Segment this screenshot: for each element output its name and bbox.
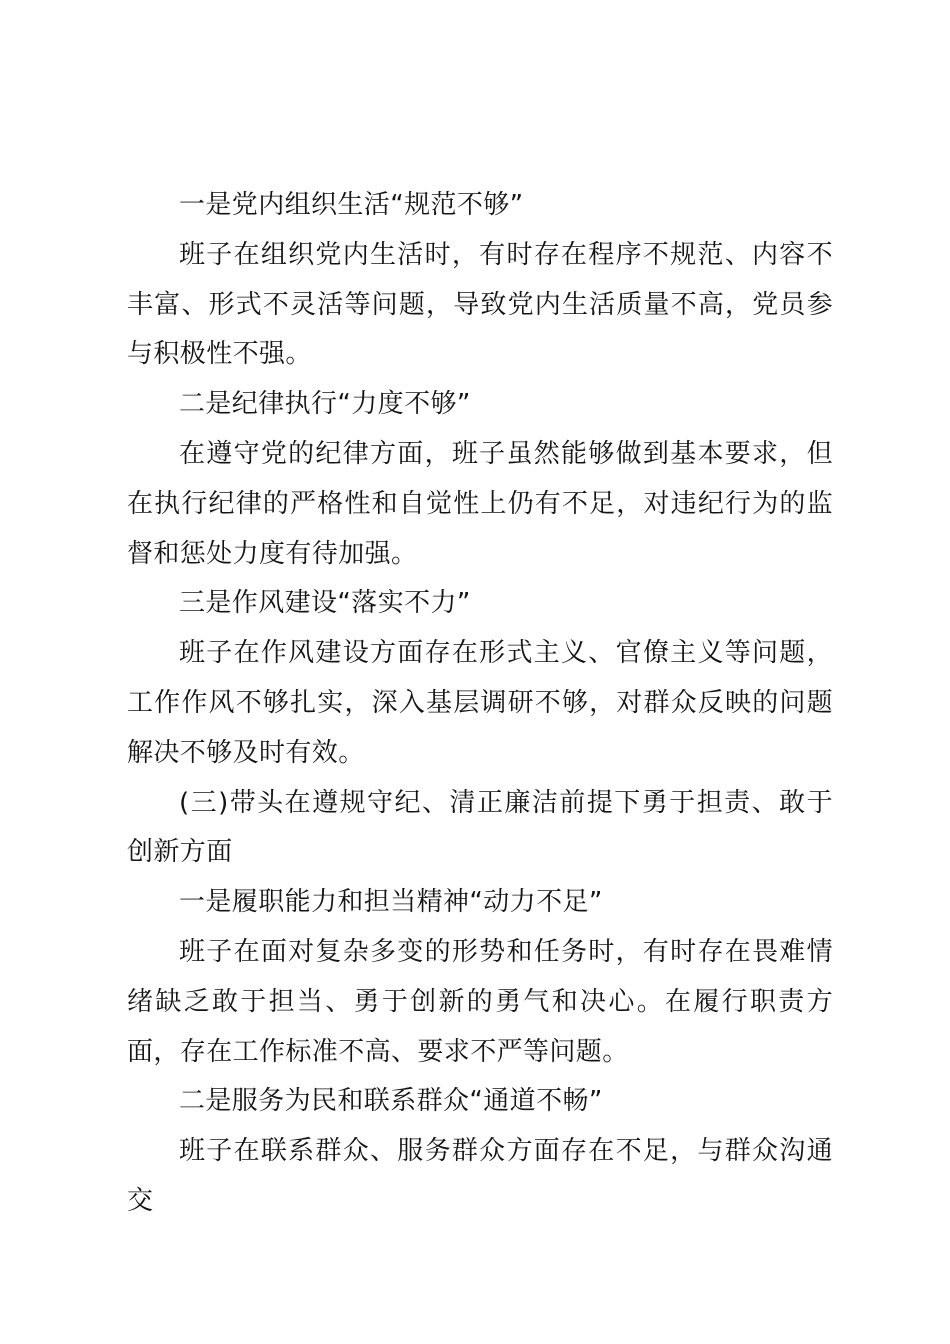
document-body xyxy=(127,181,833,1227)
body-paragraph-2: 在遵守党的纪律方面，班子虽然能够做到基本要求，但在执行纪律的严格性和自觉性上仍有不足，对违纪行为的监督和惩处力度有待加强。 xyxy=(127,438,833,569)
section-heading: (三)带头在遵规守纪、清正廉洁前提下勇于担责、敢于创新方面 xyxy=(127,787,833,868)
subheading-5: 二是服务为民和联系群众“通道不畅” xyxy=(179,1086,603,1117)
subheading-4: 一是履职能力和担当精神“动力不足” xyxy=(179,887,603,918)
subheading-2: 二是纪律执行“力度不够” xyxy=(179,389,471,420)
subheading-1: 一是党内组织生活“规范不够” xyxy=(179,190,524,220)
body-paragraph-3: 班子在作风建设方面存在形式主义、官僚主义等问题，工作作风不够扎实，深入基层调研不够，对群众反映的问题解决不够及时有效。 xyxy=(127,638,833,768)
body-paragraph-5: 班子在联系群众、服务群众方面存在不足，与群众沟通交 xyxy=(127,1136,833,1216)
subheading-3: 三是作风建设“落实不力” xyxy=(179,588,471,619)
body-paragraph-1: 班子在组织党内生活时，有时存在程序不规范、内容不丰富、形式不灵活等问题，导致党内生活质量不高，党员参与积极性不强。 xyxy=(127,239,833,370)
body-paragraph-4: 班子在面对复杂多变的形势和任务时，有时存在畏难情绪缺乏敢于担当、勇于创新的勇气和决心。在履行职责方面，存在工作标准不高、要求不严等问题。 xyxy=(127,936,833,1067)
